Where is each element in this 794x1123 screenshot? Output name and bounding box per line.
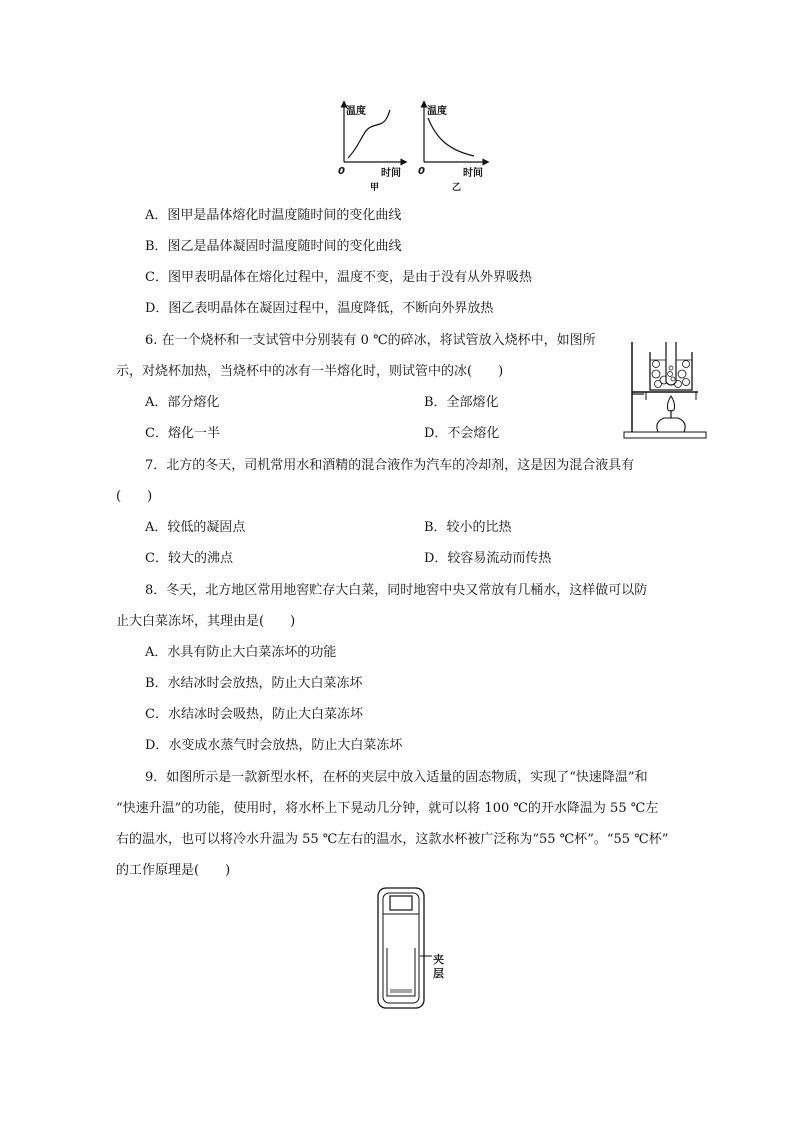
graph-right-caption: 乙 [452,183,462,193]
beaker-heating-figure [620,334,710,442]
q5-option-b: B．图乙是晶体凝固时温度随时间的变化曲线 [145,239,402,254]
q6-option-c: C．熔化一半 [145,426,220,441]
cup-figure [370,884,460,1014]
q6-option-b: B．全部熔化 [424,395,499,410]
graph-right-origin: 0 [418,166,425,177]
graph-left-caption: 甲 [370,183,380,193]
q8-stem-line1: 8．冬天，北方地区常用地窖贮存大白菜，同时地窖中央又常放有几桶水，这样做可以防 [145,583,648,598]
cup-label-bottom: 层 [433,967,444,980]
q7-option-d: D．较容易流动而传热 [424,551,552,566]
q5-option-d: D．图乙表明晶体在凝固过程中，温度降低，不断向外界放热 [145,301,494,316]
q8-option-b: B．水结冰时会放热，防止大白菜冻坏 [145,676,363,691]
cup-label-top: 夹 [433,953,444,966]
q8-stem-line2: 止大白菜冻坏，其理由是( ) [116,614,296,629]
q9-stem-line1: 9．如图所示是一款新型水杯，在杯的夹层中放入适量的固态物质，实现了“快速降温”和 [145,770,648,785]
graph-right-x-label: 时间 [463,168,483,179]
q7-stem-line2: ( ) [116,489,153,504]
q7-option-a: A．较低的凝固点 [145,520,246,535]
q7-option-c: C．较大的沸点 [145,551,233,566]
q7-option-b: B．较小的比热 [424,520,512,535]
q9-stem-line3: 右的温水，也可以将冷水升温为 55 ℃左右的温水，这款水杯被广泛称为“55 ℃杯”。“55 ℃杯” [116,832,669,847]
q8-option-c: C．水结冰时会吸热，防止大白菜冻坏 [145,707,363,722]
q5-option-c: C．图甲表明晶体在熔化过程中，温度不变，是由于没有从外界吸热 [145,270,532,285]
q8-option-d: D．水变成水蒸气时会放热，防止大白菜冻坏 [145,738,403,753]
q6-stem-line2: 示，对烧杯加热，当烧杯中的冰有一半熔化时，则试管中的冰( ) [116,364,504,379]
q8-option-a: A．水具有防止大白菜冻坏的功能 [145,645,337,660]
q6-stem-line1: 6. 在一个烧杯和一支试管中分别装有 0 ℃的碎冰，将试管放入烧杯中，如图所 [145,333,596,348]
graph-left-y-label: 温度 [346,106,366,117]
q6-option-d: D．不会熔化 [424,426,500,441]
graph-right-curve [428,118,474,156]
graph-right-y-label: 温度 [427,106,447,117]
q5-option-a: A．图甲是晶体熔化时温度随时间的变化曲线 [145,208,402,223]
graph-left-origin: 0 [338,166,345,177]
graph-left-x-label: 时间 [381,168,401,179]
q9-stem-line2: “快速升温”的功能，使用时，将水杯上下晃动几分钟，就可以将 100 ℃的开水降温为 55 ℃左 [116,801,659,816]
q7-stem-line1: 7．北方的冬天，司机常用水和酒精的混合液作为汽车的冷却剂，这是因为混合液具有 [145,458,635,473]
q9-stem-line4: 的工作原理是( ) [116,863,231,878]
q6-option-a: A．部分熔化 [145,395,220,410]
